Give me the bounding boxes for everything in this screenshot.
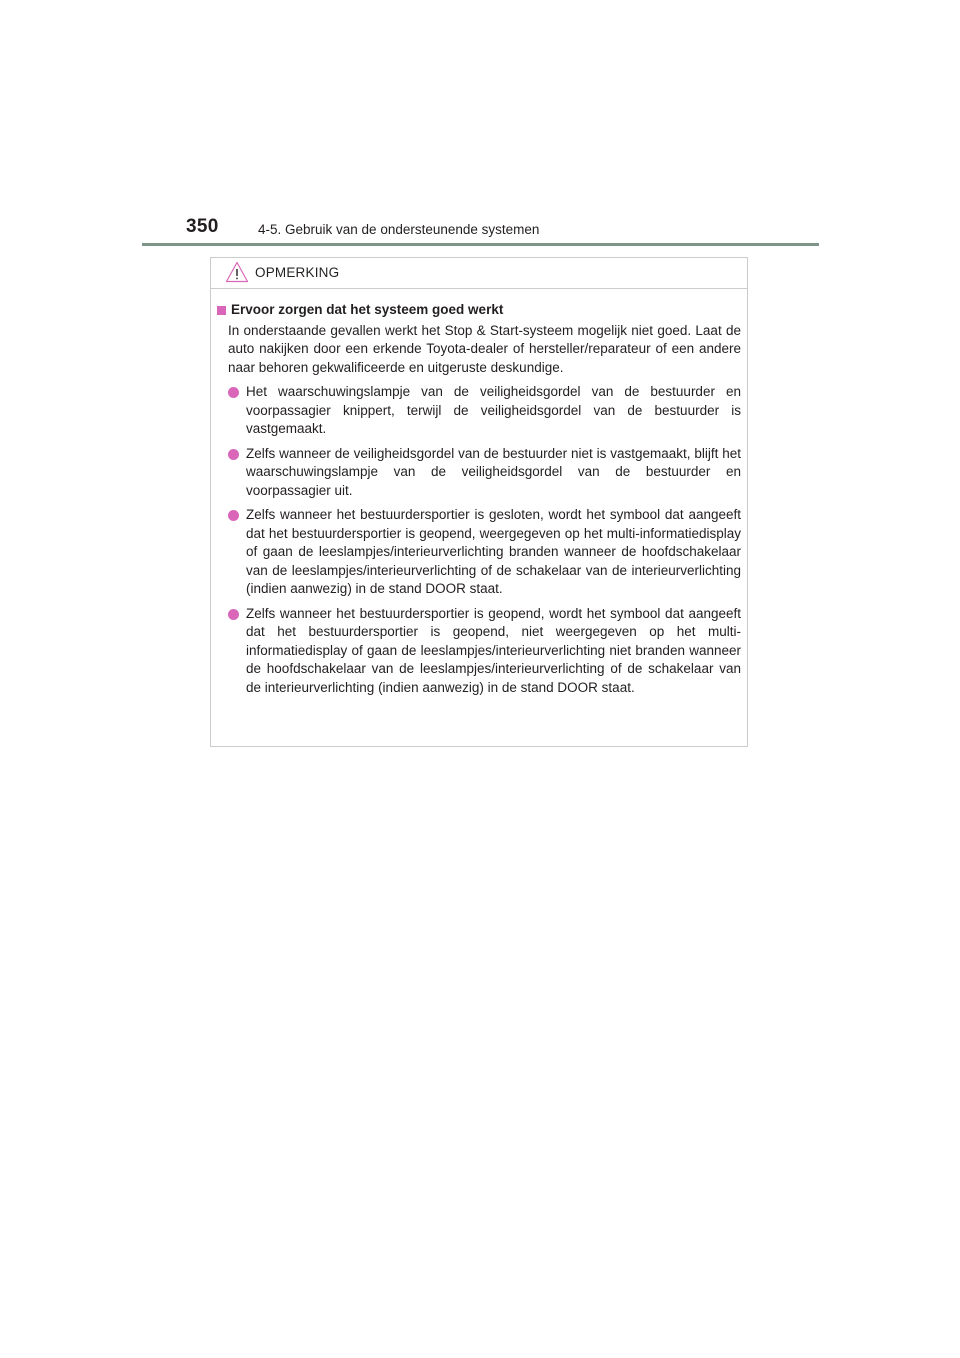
page-header [186, 216, 820, 246]
header-rule [142, 243, 819, 246]
page-number: 350 [186, 216, 219, 237]
list-item-text: Het waarschuwingslampje van de veiligheidsgordel van de bestuurder en voorpassagier knippert, terwijl de veiligheidsgordel van de bestuurder is vastgemaakt. [246, 384, 741, 436]
bullet-dot-icon [228, 387, 239, 398]
bullet-dot-icon [228, 510, 239, 521]
list-item [228, 506, 741, 599]
list-item-text: Zelfs wanneer de veiligheidsgordel van de bestuurder niet is vastgemaakt, blijft het waarschuwingslampje van de veiligheidsgordel van de bestuurder en voorpassagier uit. [246, 445, 741, 498]
list-item-text: Zelfs wanneer het bestuurdersportier is geopend, wordt het symbool dat aangeeft dat het bestuurdersportier is geopend, niet weergegeven op het multi-informatiedisplay of gaan de leeslampjes/interieurverlichting niet branden wanneer de hoofdschakelaar van de leeslampjes/interieurverlichting of de schakelaar van de interieurverlichting (indien aanwezig) in de stand DOOR staat. [246, 605, 741, 695]
warning-triangle-icon [225, 261, 249, 283]
list-item [228, 383, 741, 439]
bullet-dot-icon [228, 609, 239, 620]
intro-paragraph: In onderstaande gevallen werkt het Stop & Start-systeem mogelijk niet goed. Laat de auto nakijken door een erkende Toyota-dealer of hersteller/reparateur of een andere naar behoren gekwalificeerde en uitgeruste deskundige. [228, 322, 741, 375]
section-heading [217, 301, 741, 320]
list-item [228, 445, 741, 501]
list-item [228, 605, 741, 698]
notice-title: OPMERKING [255, 265, 340, 280]
notice-body [211, 289, 747, 697]
notice-box [210, 257, 748, 747]
section-title: 4-5. Gebruik van de ondersteunende systemen [258, 222, 540, 237]
square-bullet-icon [217, 306, 226, 315]
section-heading-text: Ervoor zorgen dat het systeem goed werkt [231, 302, 504, 317]
notice-header [211, 258, 747, 289]
bullet-dot-icon [228, 449, 239, 460]
list-item-text: Zelfs wanneer het bestuurdersportier is gesloten, wordt het symbool dat aangeeft dat het bestuurdersportier is geopend, weergegeven op het multi-informatiedisplay of gaan de leeslampjes/interieurverlichting branden wanneer de hoofdschakelaar van de leeslampjes/interieurverlichting of de schakelaar van de interieurverlichting (indien aanwezig) in de stand DOOR staat. [246, 507, 741, 596]
bullet-list [228, 383, 741, 697]
